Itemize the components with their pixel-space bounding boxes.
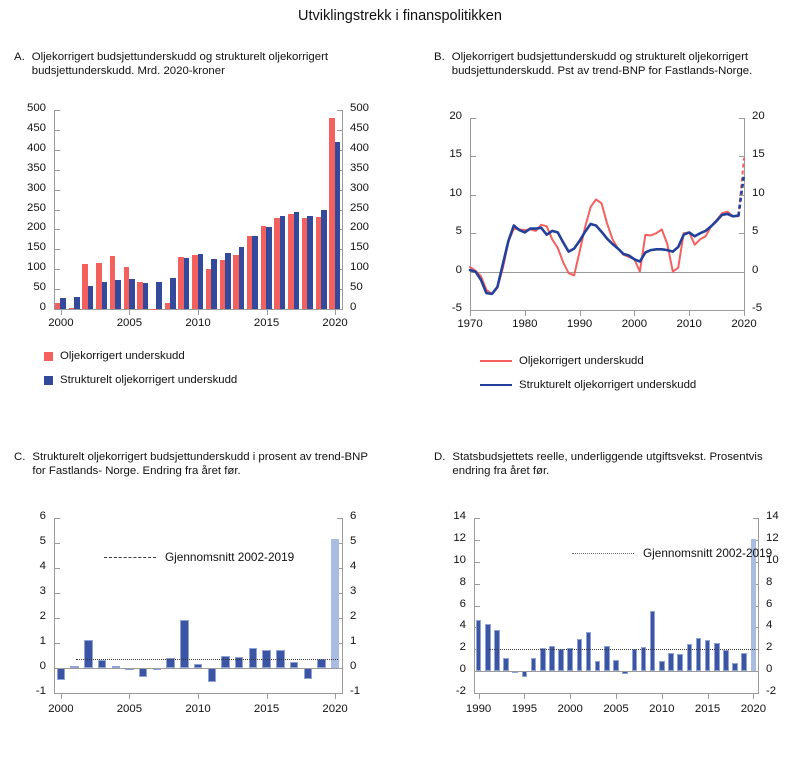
x-tick-label: 2010 <box>649 703 675 715</box>
panel-b-letter: B. <box>434 51 445 63</box>
y-tick-label: 0 <box>455 264 462 276</box>
x-tick <box>525 311 526 316</box>
panel-b-caption: Oljekorrigert budsjettunderskudd og strukturelt oljekorrigert budsjettunderskudd. Pst av trend-BNP for Fastlands-Norge. <box>451 51 753 78</box>
bar-2000 <box>57 668 66 680</box>
x-tick-label: 2000 <box>557 703 583 715</box>
bar-strukturelt-2000 <box>60 298 66 309</box>
y-tick-label: 1 <box>39 635 46 647</box>
bar-strukturelt-2007 <box>156 282 162 309</box>
bar-1993 <box>503 658 509 671</box>
y-tick <box>753 518 758 519</box>
bar-2012 <box>677 654 683 672</box>
y-tick-label: 400 <box>26 142 46 154</box>
y-tick-label: 250 <box>26 202 46 214</box>
y-tick <box>55 693 60 694</box>
x-tick-label: 2005 <box>116 703 143 715</box>
y-tick-label: 12 <box>453 532 466 544</box>
y-tick-label: 200 <box>26 221 46 233</box>
bar-2009 <box>180 620 189 668</box>
y-axis-right <box>342 110 343 309</box>
y-tick <box>55 110 60 111</box>
bar-2012 <box>221 656 230 669</box>
panel-a-letter: A. <box>14 51 25 63</box>
y-tick-label: 10 <box>449 187 462 199</box>
x-tick-label: 2020 <box>322 703 348 715</box>
panel-d-letter: D. <box>434 451 446 463</box>
panel-c-caption: Strukturelt oljekorrigert budsjettunderskudd i prosent av trend-BNP for Fastlands- Norge. Endring fra året før. <box>32 451 368 478</box>
legend-swatch-icon <box>44 376 53 385</box>
y-tick <box>55 309 60 310</box>
average-line <box>489 649 756 650</box>
panel-d-plot <box>434 508 800 723</box>
x-tick <box>61 694 62 699</box>
y-tick <box>55 289 60 290</box>
panel-b-legend <box>480 355 696 403</box>
bar-2010 <box>659 661 665 671</box>
y-tick <box>55 543 60 544</box>
average-label: Gjennomsnitt 2002-2019 <box>643 546 773 560</box>
y-tick-label: 4 <box>350 560 357 572</box>
bar-strukturelt-2002 <box>88 286 94 310</box>
panel-c-average-legend <box>104 550 294 564</box>
x-tick <box>267 310 268 315</box>
y-tick-label: 2 <box>350 610 357 622</box>
y-tick <box>475 562 480 563</box>
y-tick-label: -1 <box>35 685 46 697</box>
line-oljekorrigert <box>470 199 739 294</box>
y-tick-label: 6 <box>39 510 46 522</box>
y-tick-label: 3 <box>39 585 46 597</box>
x-tick-label: 2000 <box>621 318 648 330</box>
panel-b-header <box>434 50 800 78</box>
x-tick-label: 2015 <box>253 703 280 715</box>
bar-strukturelt-2018 <box>307 216 313 310</box>
panel-a <box>14 50 384 400</box>
panel-c-plot <box>14 508 384 723</box>
y-tick-label: 1 <box>350 635 357 647</box>
y-axis-right <box>758 518 759 693</box>
y-tick-label: 6 <box>350 510 357 522</box>
y-tick-label: 100 <box>26 261 46 273</box>
bar-2005 <box>613 660 619 672</box>
x-tick-label: 2005 <box>603 703 629 715</box>
x-tick <box>198 310 199 315</box>
panel-b-plot <box>434 108 784 336</box>
average-label: Gjennomsnitt 2002-2019 <box>165 550 295 564</box>
bar-2017 <box>723 650 729 671</box>
y-tick <box>337 693 342 694</box>
bar-strukturelt-2005 <box>129 279 135 309</box>
bar-1997 <box>540 648 546 671</box>
y-tick <box>55 618 60 619</box>
y-axis-left <box>54 518 55 693</box>
x-tick-label: 2015 <box>253 317 280 329</box>
x-tick-label: 2020 <box>322 317 348 329</box>
y-tick-label: 5 <box>455 225 462 237</box>
panel-b-lines <box>434 108 784 336</box>
panel-a-caption: Oljekorrigert budsjettunderskudd og strukturelt oljekorrigert budsjettunderskudd. Mrd. 2020-kroner <box>31 51 329 78</box>
y-tick-label: -2 <box>766 685 777 697</box>
y-tick-label: 450 <box>350 122 370 134</box>
bar-strukturelt-2014 <box>252 236 258 309</box>
x-tick <box>753 694 754 699</box>
bar-1991 <box>485 624 491 671</box>
x-tick <box>689 311 690 316</box>
y-tick <box>55 593 60 594</box>
y-tick <box>55 518 60 519</box>
y-tick-label: 150 <box>350 241 370 253</box>
x-tick-label: 2010 <box>676 318 702 330</box>
bar-strukturelt-2003 <box>102 282 108 309</box>
y-tick <box>55 190 60 191</box>
y-tick-label: 8 <box>766 576 773 588</box>
y-tick-label: 0 <box>350 660 357 672</box>
y-tick-label: 150 <box>26 241 46 253</box>
y-tick-label: 350 <box>26 162 46 174</box>
legend-line-icon <box>480 384 512 386</box>
y-tick <box>475 606 480 607</box>
bar-2014 <box>696 638 702 671</box>
bar-strukturelt-2001 <box>74 297 80 309</box>
y-tick <box>475 540 480 541</box>
y-tick <box>55 210 60 211</box>
bar-2019 <box>741 653 747 672</box>
y-tick-label: 450 <box>26 122 46 134</box>
x-tick <box>616 694 617 699</box>
y-tick <box>55 170 60 171</box>
x-tick <box>524 694 525 699</box>
bar-strukturelt-2012 <box>225 253 231 310</box>
panel-c <box>14 450 384 750</box>
y-tick-label: 250 <box>350 202 370 214</box>
y-tick-label: 14 <box>766 510 779 522</box>
bar-2009 <box>650 611 656 671</box>
panel-d-header <box>434 450 800 478</box>
bar-strukturelt-2010 <box>198 254 204 309</box>
panel-c-header <box>14 450 384 478</box>
bar-2002 <box>84 640 93 669</box>
x-tick-label: 2010 <box>185 703 211 715</box>
bar-2018 <box>732 663 738 671</box>
figure-title: Utviklingstrekk i finanspolitikken <box>298 8 502 24</box>
legend-label: Strukturelt oljekorrigert underskudd <box>519 379 697 391</box>
y-tick-label: 3 <box>350 585 357 597</box>
y-tick-label: 0 <box>39 660 46 672</box>
average-line-icon <box>104 557 156 558</box>
bar-strukturelt-2017 <box>294 212 300 310</box>
legend-label: Oljekorrigert underskudd <box>60 350 185 362</box>
y-tick <box>55 249 60 250</box>
bar-strukturelt-2006 <box>143 283 149 309</box>
x-tick <box>479 694 480 699</box>
y-tick <box>55 568 60 569</box>
y-tick-label: 10 <box>766 554 779 566</box>
y-tick-label: 500 <box>26 102 46 114</box>
x-tick <box>267 694 268 699</box>
y-tick-label: 350 <box>350 162 370 174</box>
y-tick-label: 4 <box>459 619 466 631</box>
x-tick <box>61 310 62 315</box>
bar-2002 <box>586 632 592 671</box>
legend-label: Strukturelt oljekorrigert underskudd <box>60 374 238 386</box>
x-tick-label: 2005 <box>116 317 143 329</box>
legend-item-strukturelt <box>480 379 696 391</box>
y-tick-label: 5 <box>350 535 357 547</box>
bar-strukturelt-2015 <box>266 227 272 309</box>
y-tick-label: 5 <box>752 225 759 237</box>
x-tick <box>634 311 635 316</box>
y-tick-label: 0 <box>459 663 466 675</box>
x-tick-label: 1990 <box>465 703 492 715</box>
bar-1992 <box>494 630 500 672</box>
y-tick <box>337 518 342 519</box>
y-tick <box>337 309 342 310</box>
y-tick <box>55 643 60 644</box>
x-tick <box>470 311 471 316</box>
panel-d <box>434 450 800 750</box>
y-tick-label: 0 <box>766 663 773 675</box>
x-tick-label: 1980 <box>512 318 538 330</box>
bar-strukturelt-2020 <box>335 142 341 309</box>
panel-a-legend <box>44 350 237 398</box>
bar-2003 <box>98 660 107 668</box>
panel-b <box>434 50 800 400</box>
y-tick <box>475 584 480 585</box>
y-tick-label: 5 <box>39 535 46 547</box>
legend-label: Oljekorrigert underskudd <box>519 355 644 367</box>
bar-2011 <box>668 653 674 672</box>
y-tick-label: 100 <box>350 261 370 273</box>
y-tick-label: 2 <box>766 641 773 653</box>
bar-1999 <box>558 649 564 671</box>
zero-line <box>54 668 342 669</box>
y-tick-label: 2 <box>39 610 46 622</box>
x-tick <box>570 694 571 699</box>
y-tick-label: 15 <box>752 148 765 160</box>
y-tick-label: 0 <box>752 264 759 276</box>
panel-c-letter: C. <box>14 451 26 463</box>
panel-a-header <box>14 50 384 78</box>
x-tick <box>744 311 745 316</box>
y-tick-label: 8 <box>459 576 466 588</box>
average-line-icon <box>572 553 634 554</box>
bar-strukturelt-2019 <box>321 210 327 309</box>
y-tick-label: 10 <box>453 554 466 566</box>
y-tick <box>55 130 60 131</box>
bar-2011 <box>208 668 217 682</box>
y-tick-label: -1 <box>350 685 361 697</box>
y-tick-label: 10 <box>752 187 765 199</box>
bar-2008 <box>641 647 647 671</box>
bar-2018 <box>304 668 313 679</box>
y-tick-label: 6 <box>459 598 466 610</box>
y-tick-label: 0 <box>350 301 357 313</box>
y-axis-right <box>342 518 343 693</box>
bar-2000 <box>567 648 573 671</box>
y-tick-label: 15 <box>449 148 462 160</box>
y-tick-label: 4 <box>766 619 773 631</box>
y-tick-label: 4 <box>39 560 46 572</box>
bar-2003 <box>595 661 601 671</box>
legend-item-strukturelt <box>44 374 237 386</box>
y-tick-label: -5 <box>752 302 763 314</box>
x-tick <box>580 311 581 316</box>
panel-a-plot <box>14 100 384 335</box>
bar-2016 <box>714 643 720 671</box>
y-tick-label: 300 <box>350 182 370 194</box>
y-tick <box>55 269 60 270</box>
y-tick-label: 20 <box>752 110 765 122</box>
x-tick <box>335 694 336 699</box>
x-tick-label: 1995 <box>511 703 538 715</box>
y-tick-label: -5 <box>451 302 462 314</box>
panel-d-caption: Statsbudsjettets reelle, underliggende utgiftsvekst. Prosentvis endring fra året før. <box>452 451 763 478</box>
bar-1996 <box>531 658 537 671</box>
x-tick <box>708 694 709 699</box>
x-tick <box>129 310 130 315</box>
y-tick-label: 12 <box>766 532 779 544</box>
zero-line <box>474 671 758 672</box>
bar-strukturelt-2016 <box>280 216 286 309</box>
legend-line-icon <box>480 360 512 362</box>
line-strukturelt <box>470 214 739 294</box>
bar-2006 <box>139 668 148 677</box>
y-tick-label: -2 <box>455 685 466 697</box>
x-tick <box>198 694 199 699</box>
x-tick-label: 2020 <box>740 703 767 715</box>
x-tick-label: 1990 <box>566 318 593 330</box>
bar-2020 <box>331 539 340 668</box>
x-tick-label: 1970 <box>457 318 483 330</box>
y-tick-label: 50 <box>33 281 46 293</box>
y-tick-label: 300 <box>26 182 46 194</box>
x-tick <box>129 694 130 699</box>
bar-2001 <box>577 639 583 671</box>
bar-strukturelt-2008 <box>170 278 176 309</box>
y-tick-label: 200 <box>350 221 370 233</box>
x-tick-label: 2000 <box>48 317 74 329</box>
y-tick-label: 50 <box>350 281 363 293</box>
y-tick-label: 6 <box>766 598 773 610</box>
bar-strukturelt-2011 <box>211 259 217 309</box>
legend-item-oljekorrigert <box>480 355 696 367</box>
legend-swatch-icon <box>44 352 53 361</box>
x-tick-label: 2015 <box>694 703 721 715</box>
legend-item-oljekorrigert <box>44 350 237 362</box>
y-tick <box>337 130 342 131</box>
x-tick <box>335 310 336 315</box>
y-tick-label: 20 <box>449 110 462 122</box>
y-tick <box>337 110 342 111</box>
y-tick <box>55 150 60 151</box>
y-tick-label: 2 <box>459 641 466 653</box>
bar-2015 <box>705 640 711 671</box>
average-line <box>76 659 338 660</box>
y-tick-label: 0 <box>39 301 46 313</box>
y-tick <box>55 229 60 230</box>
x-tick-label: 2000 <box>48 703 74 715</box>
y-tick <box>475 518 480 519</box>
bar-strukturelt-2009 <box>184 258 190 309</box>
y-tick-label: 14 <box>453 510 466 522</box>
bar-strukturelt-2004 <box>115 280 121 309</box>
bar-strukturelt-2013 <box>239 247 245 310</box>
x-tick-label: 2010 <box>185 317 211 329</box>
panel-d-average-legend <box>572 546 772 560</box>
bar-2007 <box>632 649 638 671</box>
x-tick-label: 2020 <box>731 318 757 330</box>
y-tick-label: 500 <box>350 102 370 114</box>
x-tick <box>662 694 663 699</box>
y-tick-label: 400 <box>350 142 370 154</box>
bar-2019 <box>317 659 326 668</box>
bar-1990 <box>476 620 482 671</box>
